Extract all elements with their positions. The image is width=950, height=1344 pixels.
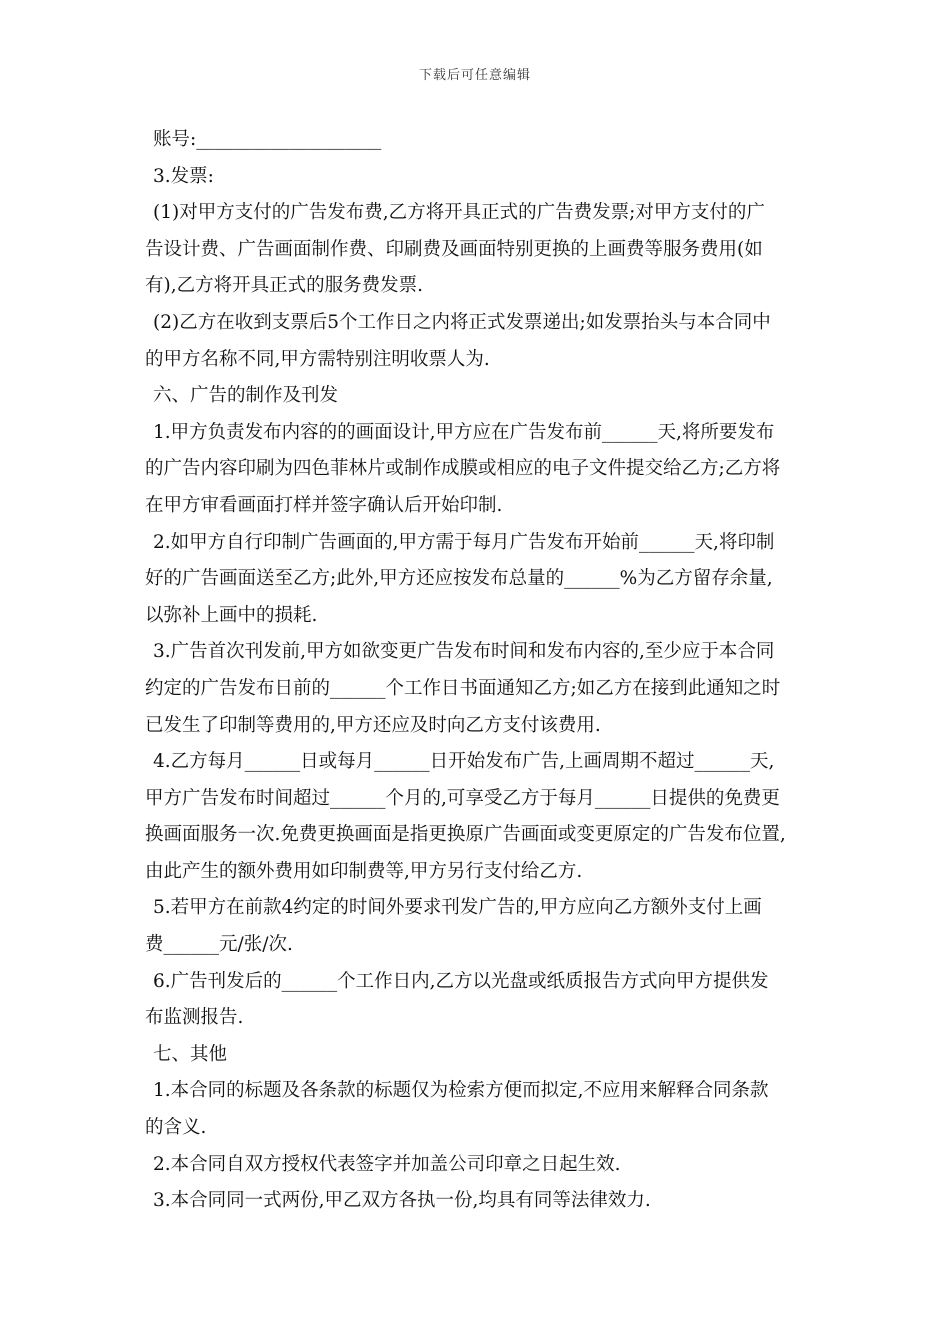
document-line: 甲方广告发布时间超过______个月的,可享受乙方于每月______日提供的免费更 bbox=[145, 787, 780, 809]
document-line: 3.广告首次刊发前,甲方如欲变更广告发布时间和发布内容的,至少应于本合同 bbox=[153, 641, 775, 663]
page-header-note: 下载后可任意编辑 bbox=[418, 68, 531, 83]
document-line: 换画面服务一次.免费更换画面是指更换原广告画面或变更原定的广告发布位置, bbox=[145, 824, 786, 846]
document-body bbox=[145, 122, 815, 1220]
document-line: 好的广告画面送至乙方;此外,甲方还应按发布总量的______%为乙方留存余量, bbox=[145, 568, 773, 590]
document-line: 在甲方审看画面打样并签字确认后开始印制. bbox=[145, 494, 503, 516]
document-line: 1.本合同的标题及各条款的标题仅为检索方便而拟定,不应用来解释合同条款 bbox=[153, 1080, 769, 1102]
document-line: (1)对甲方支付的广告发布费,乙方将开具正式的广告费发票;对甲方支付的广 bbox=[153, 202, 765, 224]
document-line: (2)乙方在收到支票后5个工作日之内将正式发票递出;如发票抬头与本合同中 bbox=[153, 311, 771, 333]
document-line: 5.若甲方在前款4约定的时间外要求刊发广告的,甲方应向乙方额外支付上画 bbox=[153, 897, 762, 919]
document-line: 2.本合同自双方授权代表签字并加盖公司印章之日起生效. bbox=[153, 1153, 621, 1175]
document-line: 费______元/张/次. bbox=[145, 934, 293, 956]
document-line: 六、广告的制作及刊发 bbox=[153, 385, 339, 407]
document-line: 已发生了印制等费用的,甲方还应及时向乙方支付该费用. bbox=[145, 714, 601, 736]
document-line: 2.如甲方自行印制广告画面的,甲方需于每月广告发布开始前______天,将印制 bbox=[153, 531, 775, 553]
document-line: 的广告内容印刷为四色菲林片或制作成膜或相应的电子文件提交给乙方;乙方将 bbox=[145, 458, 781, 480]
document-line: 有),乙方将开具正式的服务费发票. bbox=[145, 275, 423, 297]
document-line: 3.发票: bbox=[153, 165, 214, 187]
document-line: 告设计费、广告画面制作费、印刷费及画面特别更换的上画费等服务费用(如 bbox=[145, 238, 763, 260]
document-line: 布监测报告. bbox=[145, 1007, 244, 1029]
document-line: 6.广告刊发后的______个工作日内,乙方以光盘或纸质报告方式向甲方提供发 bbox=[153, 970, 769, 992]
document-line: 以弥补上画中的损耗. bbox=[145, 604, 318, 626]
document-line: 的含义. bbox=[145, 1117, 207, 1139]
document-line: 账号:____________________ bbox=[153, 129, 382, 150]
document-line: 由此产生的额外费用如印制费等,甲方另行支付给乙方. bbox=[145, 860, 583, 882]
document-line: 1.甲方负责发布内容的的画面设计,甲方应在广告发布前______天,将所要发布 bbox=[153, 421, 775, 443]
document-line: 约定的广告发布日前的______个工作日书面通知乙方;如乙方在接到此通知之时 bbox=[145, 677, 781, 699]
document-line: 4.乙方每月______日或每月______日开始发布广告,上画周期不超过______天, bbox=[153, 751, 775, 773]
document-line: 的甲方名称不同,甲方需特别注明收票人为. bbox=[145, 348, 490, 370]
document-line: 3.本合同同一式两份,甲乙双方各执一份,均具有同等法律效力. bbox=[153, 1190, 651, 1212]
document-line: 七、其他 bbox=[153, 1043, 228, 1065]
